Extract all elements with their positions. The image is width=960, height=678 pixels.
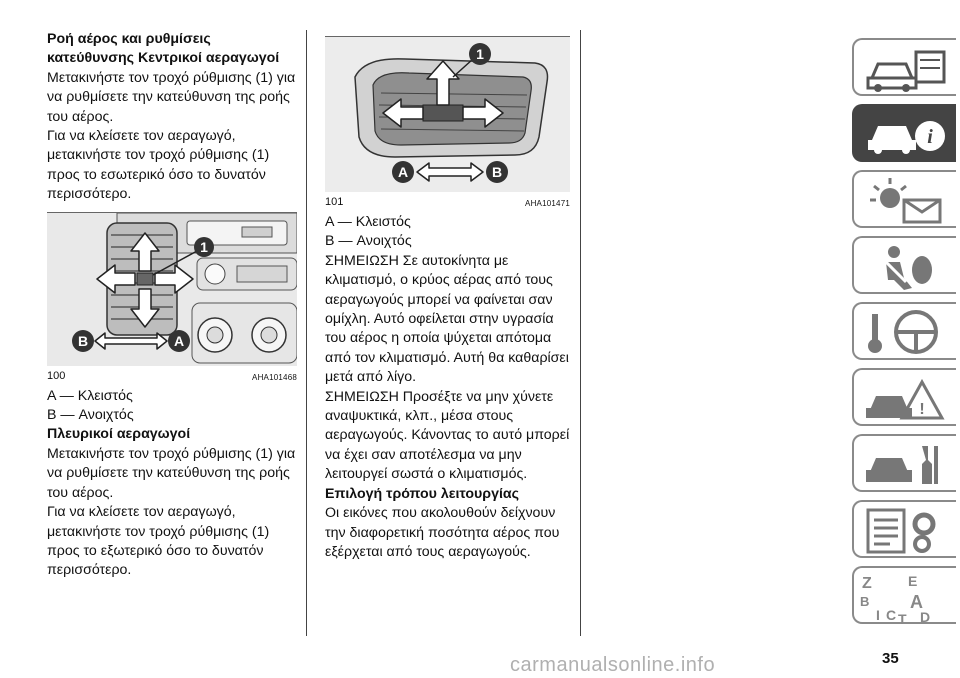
figure-number: 101 — [325, 196, 344, 208]
seatbelt-airbag-icon — [860, 242, 950, 292]
car-dashboard-icon — [860, 44, 950, 94]
tab-dashboard[interactable] — [852, 38, 956, 96]
svg-text:!: ! — [919, 401, 925, 418]
figure-caption — [325, 195, 570, 211]
tab-technical-data[interactable] — [852, 500, 956, 558]
figure-number: 100 — [47, 369, 66, 382]
callout-b: B — [77, 332, 89, 349]
note: ΣΗΜΕΙΩΣΗ Προσέξτε να μην χύνετε αναψυκτικά, κλπ., μέσα στους αεραγωγούς. Κάνοντας το αυτό μπορεί να έχει σαν αποτέλεσμα να μην λειτουργεί σωστά ο κλιματισμός. — [325, 388, 570, 483]
car-maintenance-icon — [860, 440, 950, 490]
tab-car-info[interactable] — [852, 104, 956, 162]
section-heading: Ροή αέρος και ρυθμίσεις κατεύθυνσης Κεντρικοί αεραγωγοί — [47, 31, 280, 67]
note: ΣΗΜΕΙΩΣΗ Σε αυτοκίνητα με κλιματισμό, ο κρύος αέρας από τους αεραγωγούς μπορεί να φαίνεται σαν ομίχλη. Αυτό οφείλεται στην υγρασία του αέρος η οποία ψύχεται απότομα από τον κλιματισμό. Αυτή θα καθαρίσει μετά από λίγο. — [325, 252, 569, 386]
legend-b: B — Ανοιχτός — [47, 407, 134, 424]
tab-maintenance[interactable] — [852, 434, 956, 492]
tab-starting-driving[interactable] — [852, 302, 956, 360]
key-steering-wheel-icon — [860, 308, 950, 358]
breakdown-warning-icon — [860, 374, 950, 424]
paragraph: Για να κλείσετε τον αεραγωγό, μετακινήστε τον τροχό ρύθμισης (1) προς το εσωτερικό όσο το δυνατόν περισσότερο. — [47, 128, 270, 203]
callout-b: B — [491, 164, 503, 180]
technical-specs-icon — [860, 506, 950, 556]
figure-caption — [47, 369, 297, 385]
watermark: carmanualsonline.info — [510, 654, 716, 676]
column-divider — [306, 30, 307, 636]
left-column — [47, 30, 297, 581]
legend-a: A — Κλειστός — [47, 387, 133, 404]
tab-emergency[interactable] — [852, 368, 956, 426]
index-letter-b: B — [860, 594, 870, 609]
figure-center-vents — [47, 213, 297, 366]
index-letter-t: T — [898, 611, 907, 624]
tab-safety[interactable] — [852, 236, 956, 294]
svg-text:i: i — [927, 126, 933, 148]
paragraph: Μετακινήστε τον τροχό ρύθμισης (1) για να ρυθμίσετε την κατεύθυνση της ροής του αέρος. — [47, 69, 296, 125]
callout-a: A — [397, 164, 409, 180]
callout-1: 1 — [200, 238, 208, 255]
paragraph: Για να κλείσετε τον αεραγωγό, μετακινήστε τον τροχό ρύθμισης (1) προς το εξωτερικό όσο το δυνατόν περισσότερο. — [47, 504, 270, 579]
car-info-icon — [860, 110, 950, 160]
legend-a: A — Κλειστός — [325, 214, 411, 230]
index-letter-i: I — [876, 607, 880, 623]
figure-side-vent — [325, 37, 570, 192]
callout-a: A — [173, 332, 185, 349]
alphabetical-index-icon — [860, 572, 950, 624]
index-letter-c: C — [886, 607, 897, 623]
paragraph: Μετακινήστε τον τροχό ρύθμισης (1) για να ρυθμίσετε την κατεύθυνση της ροής του αέρος. — [47, 445, 296, 501]
index-letter-d: D — [920, 609, 931, 624]
tab-warning-lights[interactable] — [852, 170, 956, 228]
subheading: Πλευρικοί αεραγωγοί — [47, 426, 191, 443]
figure-code: AHA101468 — [252, 372, 297, 382]
paragraph: Οι εικόνες που ακολουθούν δείχνουν την διαφορετική ποσότητα αέρος που εξέρχεται από τους αεραγωγούς. — [325, 505, 560, 560]
index-letter-e: E — [908, 573, 918, 589]
right-column — [325, 30, 570, 562]
legend-b: B — Ανοιχτός — [325, 233, 412, 250]
figure-code: AHA101471 — [525, 199, 570, 208]
column-divider — [580, 30, 581, 636]
index-letter-z: Z — [862, 575, 872, 592]
center-vent-illustration — [47, 213, 297, 366]
index-letter-a: A — [910, 592, 923, 612]
tab-index[interactable] — [852, 566, 956, 624]
page-number: 35 — [882, 650, 899, 667]
callout-1: 1 — [476, 46, 484, 62]
side-vent-illustration — [325, 37, 570, 192]
subheading: Επιλογή τρόπου λειτουργίας — [325, 485, 519, 502]
warning-light-message-icon — [860, 176, 950, 226]
